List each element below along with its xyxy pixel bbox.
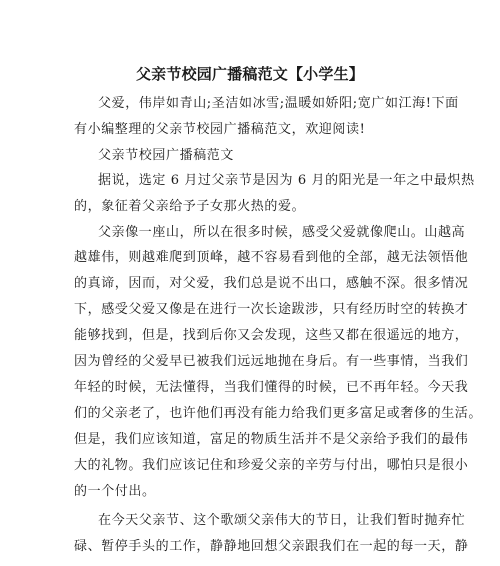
paragraph-line: 的，象征着父亲给予子女那火热的爱。 (74, 199, 306, 214)
paragraph-line: 但是，我们应该知道，富足的物质生活并不是父亲给予我们的最伟 (74, 432, 469, 447)
document-title: 父亲节校园广播稿范文【小学生】 (135, 65, 364, 83)
intro-line: 有小编整理的父亲节校园广播稿范文，欢迎阅读! (74, 122, 366, 137)
paragraph-line: 越雄伟，则越难爬到顶峰，越不容易看到他的全部，越无法领悟他 (74, 250, 469, 265)
paragraph-line: 的一个付出。 (74, 484, 156, 499)
paragraph-line: 下，感受父爱又像是在进行一次长途跋涉，只有经历时空的转换才 (74, 302, 469, 317)
paragraph-line: 在今天父亲节、这个歌颂父亲伟大的节日，让我们暂时抛弃忙 (98, 513, 466, 528)
subtitle: 父亲节校园广播稿范文 (98, 148, 235, 163)
paragraph-line: 父亲像一座山，所以在很多时候，感受父爱就像爬山。山越高 (98, 225, 466, 240)
paragraph-line: 们的父亲老了，也许他们再没有能力给我们更多富足或奢侈的生活。 (74, 406, 483, 421)
paragraph-line: 因为曾经的父爱早已被我们远远地抛在身后。有一些事情，当我们 (74, 354, 469, 369)
paragraph-line: 能够找到，但是，找到后你又会发现，这些又都在很遥远的地方， (74, 328, 469, 343)
paragraph-line: 据说，选定 6 月过父亲节是因为 6 月的阳光是一年之中最炽热 (98, 173, 475, 188)
paragraph-line: 大的礼物。我们应该记住和珍爱父亲的辛劳与付出，哪怕只是很小 (74, 458, 469, 473)
paragraph-line: 碌、暂停手头的工作，静静地回想父亲跟我们在一起的每一天，静 (74, 539, 469, 554)
paragraph-line: 年轻的时候，无法懂得，当我们懂得的时候，已不再年轻。今天我 (74, 380, 469, 395)
paragraph-line: 的真谛，因而，对父爱，我们总是说不出口，感触不深。很多情况 (74, 276, 469, 291)
intro-line: 父爱，伟岸如青山;圣洁如冰雪;温暖如娇阳;宽广如江海!下面 (98, 96, 459, 111)
